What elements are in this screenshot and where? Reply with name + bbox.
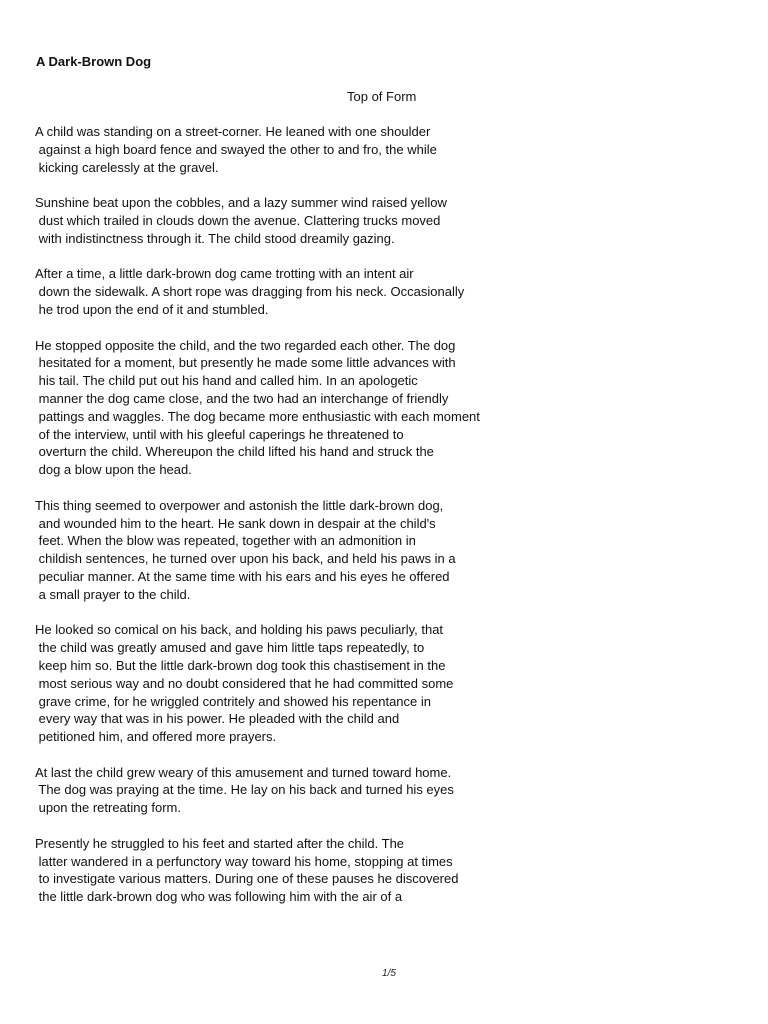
paragraph <box>35 123 735 176</box>
paragraph-line: childish sentences, he turned over upon his back, and held his paws in a <box>35 551 456 567</box>
paragraph-line: overturn the child. Whereupon the child lifted his hand and struck the <box>35 444 434 460</box>
page-number: 1/5 <box>382 968 396 979</box>
paragraph <box>35 337 735 479</box>
paragraph-line: Presently he struggled to his feet and started after the child. The <box>35 835 405 851</box>
top-of-form-marker: Top of Form <box>347 89 417 104</box>
paragraph-line: the little dark-brown dog who was following him with the air of a <box>35 889 403 905</box>
paragraph <box>35 764 735 817</box>
paragraph-line: petitioned him, and offered more prayers. <box>35 729 277 745</box>
paragraph-line: pattings and waggles. The dog became more enthusiastic with each moment <box>35 408 480 424</box>
paragraph-line: hesitated for a moment, but presently he made some little advances with <box>35 355 456 371</box>
paragraph <box>35 265 735 318</box>
paragraph-line: At last the child grew weary of this amusement and turned toward home. <box>35 764 452 780</box>
paragraph-line: he trod upon the end of it and stumbled. <box>35 301 269 317</box>
paragraph-line: feet. When the blow was repeated, together with an admonition in <box>35 533 416 549</box>
paragraph-line: kicking carelessly at the gravel. <box>35 159 219 175</box>
paragraph-line: He stopped opposite the child, and the two regarded each other. The dog <box>35 337 456 353</box>
paragraph-line: to investigate various matters. During one of these pauses he discovered <box>35 871 459 887</box>
paragraph-line: keep him so. But the little dark-brown dog took this chastisement in the <box>35 657 446 673</box>
paragraph-line: latter wandered in a perfunctory way toward his home, stopping at times <box>35 853 453 869</box>
paragraph-line: against a high board fence and swayed the other to and fro, the while <box>35 141 437 157</box>
paragraph-line: peculiar manner. At the same time with his ears and his eyes he offered <box>35 568 450 584</box>
paragraph <box>35 497 735 604</box>
paragraph-line: and wounded him to the heart. He sank down in despair at the child's <box>35 515 436 531</box>
paragraph-line: This thing seemed to overpower and astonish the little dark-brown dog, <box>35 497 444 513</box>
story-body <box>35 123 735 924</box>
paragraph-line: manner the dog came close, and the two had an interchange of friendly <box>35 390 449 406</box>
paragraph-line: After a time, a little dark-brown dog came trotting with an intent air <box>35 266 414 282</box>
paragraph-line: with indistinctness through it. The child stood dreamily gazing. <box>35 230 395 246</box>
paragraph-line: grave crime, for he wriggled contritely and showed his repentance in <box>35 693 431 709</box>
paragraph-line: a small prayer to the child. <box>35 586 191 602</box>
paragraph <box>35 835 735 906</box>
paragraph <box>35 194 735 247</box>
paragraph-line: the child was greatly amused and gave him little taps repeatedly, to <box>35 640 425 656</box>
paragraph-line: dust which trailed in clouds down the avenue. Clattering trucks moved <box>35 212 441 228</box>
paragraph-line: The dog was praying at the time. He lay on his back and turned his eyes <box>35 782 454 798</box>
paragraph-line: down the sidewalk. A short rope was dragging from his neck. Occasionally <box>35 284 465 300</box>
document-title: A Dark-Brown Dog <box>36 54 152 69</box>
paragraph <box>35 621 735 746</box>
paragraph-line: A child was standing on a street-corner. He leaned with one shoulder <box>35 124 431 139</box>
paragraph-line: He looked so comical on his back, and holding his paws peculiarly, that <box>35 622 444 638</box>
paragraph-line: dog a blow upon the head. <box>35 462 192 478</box>
paragraph-line: most serious way and no doubt considered that he had committed some <box>35 675 454 691</box>
paragraph-line: every way that was in his power. He pleaded with the child and <box>35 711 400 727</box>
paragraph-line: of the interview, until with his gleeful caperings he threatened to <box>35 426 404 442</box>
paragraph-line: Sunshine beat upon the cobbles, and a lazy summer wind raised yellow <box>35 195 447 211</box>
paragraph-line: upon the retreating form. <box>35 800 181 816</box>
paragraph-line: his tail. The child put out his hand and called him. In an apologetic <box>35 373 418 389</box>
